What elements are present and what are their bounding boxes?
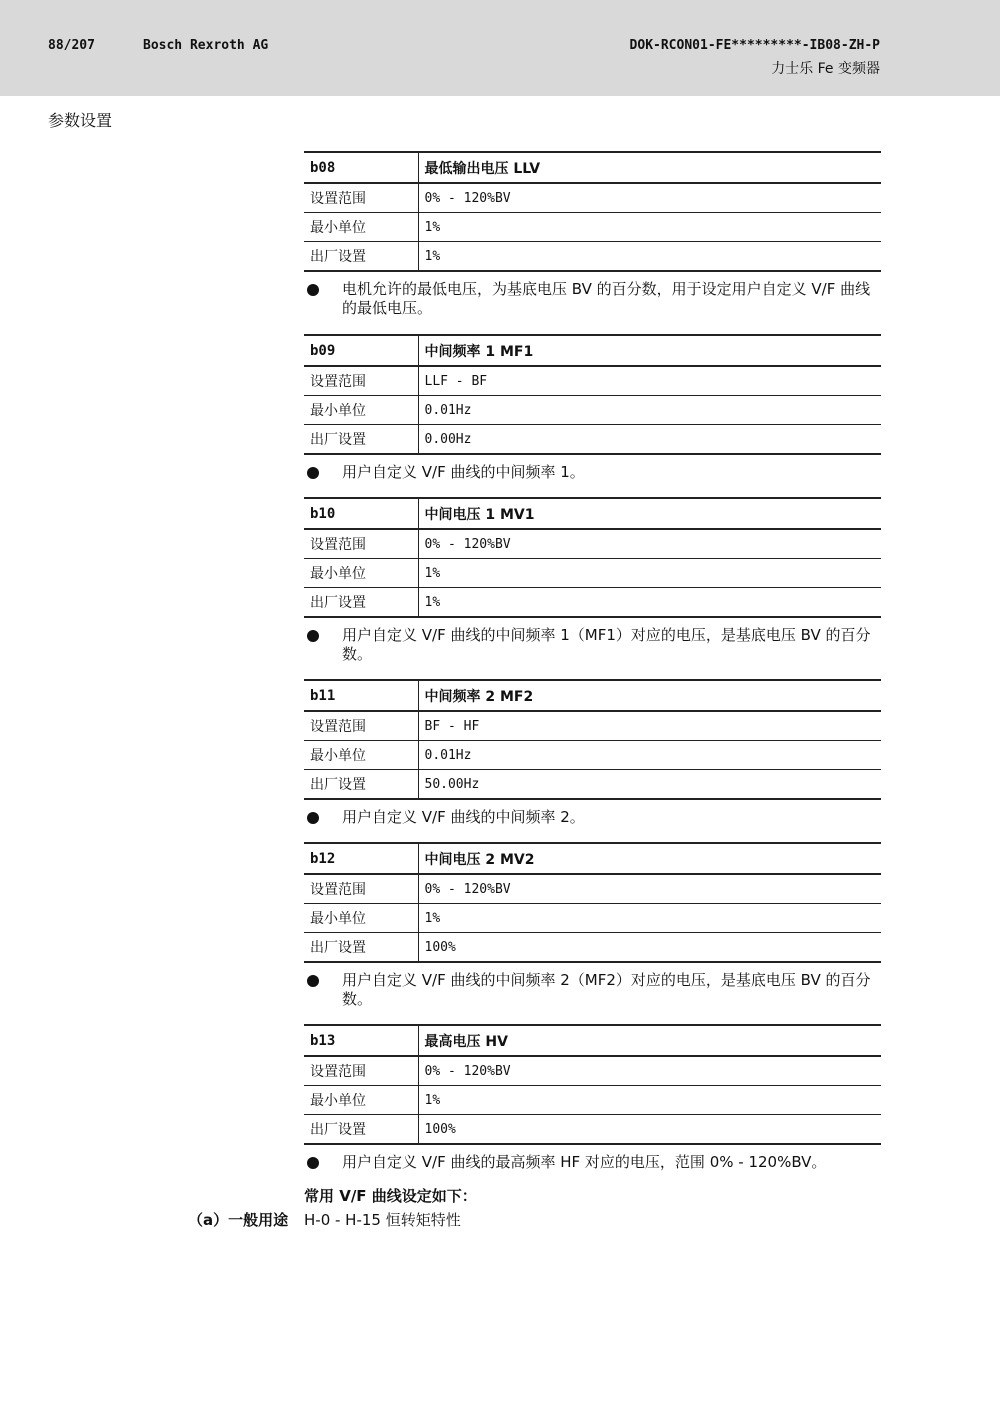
row-label: 最小单位: [304, 559, 418, 588]
param-note: [304, 626, 881, 664]
param-note: [304, 971, 881, 1009]
param-table: [304, 842, 881, 963]
row-value: 0% - 120%BV: [418, 529, 881, 559]
param-name: 中间电压 1 MV1: [418, 498, 881, 529]
row-value: 50.00Hz: [418, 770, 881, 800]
param-code: b13: [304, 1025, 418, 1056]
document-id: DOK-RCON01-FE*********-IB08-ZH-P: [629, 38, 880, 53]
param-note: [304, 463, 881, 482]
row-label: 出厂设置: [304, 770, 418, 800]
param-block-b11: [304, 679, 881, 827]
table-row: [304, 559, 881, 588]
table-row: [304, 425, 881, 455]
note-text: 用户自定义 V/F 曲线的中间频率 2（MF2）对应的电压，是基底电压 BV 的百分数。: [342, 971, 871, 1008]
table-row: [304, 1056, 881, 1086]
row-value: 0% - 120%BV: [418, 874, 881, 904]
row-label: 设置范围: [304, 183, 418, 213]
row-label: 设置范围: [304, 1056, 418, 1086]
row-label: 出厂设置: [304, 1115, 418, 1145]
param-name: 中间频率 1 MF1: [418, 335, 881, 366]
param-name: 中间频率 2 MF2: [418, 680, 881, 711]
note-text: 用户自定义 V/F 曲线的中间频率 1。: [342, 463, 585, 481]
param-table: [304, 1024, 881, 1145]
bullet-icon: [307, 975, 319, 987]
row-label: 出厂设置: [304, 588, 418, 618]
table-row: [304, 933, 881, 963]
param-table: [304, 679, 881, 800]
param-table: [304, 151, 881, 272]
row-value: 0% - 120%BV: [418, 1056, 881, 1086]
row-value: 0.00Hz: [418, 425, 881, 455]
param-header-row: [304, 1025, 881, 1056]
row-label: 最小单位: [304, 396, 418, 425]
row-label: 出厂设置: [304, 425, 418, 455]
param-code: b09: [304, 335, 418, 366]
company-name: Bosch Rexroth AG: [143, 38, 269, 53]
row-value: 1%: [418, 242, 881, 272]
page-header: [0, 0, 1000, 96]
bullet-icon: [307, 1157, 319, 1169]
row-value: 100%: [418, 1115, 881, 1145]
row-label: 最小单位: [304, 1086, 418, 1115]
row-label: 设置范围: [304, 366, 418, 396]
row-label: 最小单位: [304, 741, 418, 770]
usage-text: H-0 - H-15 恒转矩特性: [304, 1211, 461, 1229]
table-row: [304, 711, 881, 741]
param-header-row: [304, 843, 881, 874]
page-number: 88/207: [48, 38, 95, 53]
row-value: 1%: [418, 1086, 881, 1115]
row-label: 出厂设置: [304, 933, 418, 963]
param-header-row: [304, 335, 881, 366]
table-row: [304, 242, 881, 272]
param-code: b10: [304, 498, 418, 529]
common-vf-title: 常用 V/F 曲线设定如下：: [304, 1187, 477, 1205]
param-table: [304, 334, 881, 455]
param-note: [304, 1153, 881, 1172]
bullet-icon: [307, 630, 319, 642]
param-block-b09: [304, 334, 881, 482]
table-row: [304, 213, 881, 242]
row-value: 1%: [418, 588, 881, 618]
param-block-b13: [304, 1024, 881, 1172]
param-table: [304, 497, 881, 618]
param-block-b10: [304, 497, 881, 664]
row-value: 1%: [418, 559, 881, 588]
param-name: 最高电压 HV: [418, 1025, 881, 1056]
param-header-row: [304, 498, 881, 529]
row-label: 最小单位: [304, 904, 418, 933]
param-block-b08: [304, 151, 881, 318]
note-text: 用户自定义 V/F 曲线的中间频率 1（MF1）对应的电压，是基底电压 BV 的百分数。: [342, 626, 871, 663]
row-label: 设置范围: [304, 529, 418, 559]
section-title: 参数设置: [48, 111, 113, 130]
table-row: [304, 1086, 881, 1115]
param-code: b11: [304, 680, 418, 711]
table-row: [304, 770, 881, 800]
usage-label: （a）一般用途: [188, 1211, 289, 1229]
table-row: [304, 741, 881, 770]
row-value: 100%: [418, 933, 881, 963]
table-row: [304, 1115, 881, 1145]
note-text: 电机允许的最低电压，为基底电压 BV 的百分数，用于设定用户自定义 V/F 曲线的最低电压。: [342, 280, 871, 317]
row-value: 0.01Hz: [418, 741, 881, 770]
bullet-icon: [307, 812, 319, 824]
row-label: 设置范围: [304, 711, 418, 741]
param-header-row: [304, 680, 881, 711]
note-text: 用户自定义 V/F 曲线的中间频率 2。: [342, 808, 585, 826]
param-block-b12: [304, 842, 881, 1009]
bullet-icon: [307, 467, 319, 479]
param-code: b08: [304, 152, 418, 183]
note-text: 用户自定义 V/F 曲线的最高频率 HF 对应的电压，范围 0% - 120%BV。: [342, 1153, 827, 1171]
table-row: [304, 588, 881, 618]
row-value: LLF - BF: [418, 366, 881, 396]
table-row: [304, 904, 881, 933]
row-label: 最小单位: [304, 213, 418, 242]
param-name: 最低输出电压 LLV: [418, 152, 881, 183]
param-note: [304, 808, 881, 827]
row-value: BF - HF: [418, 711, 881, 741]
bullet-icon: [307, 284, 319, 296]
row-value: 1%: [418, 904, 881, 933]
row-value: 0% - 120%BV: [418, 183, 881, 213]
table-row: [304, 183, 881, 213]
table-row: [304, 529, 881, 559]
param-name: 中间电压 2 MV2: [418, 843, 881, 874]
row-label: 设置范围: [304, 874, 418, 904]
product-subtitle: 力士乐 Fe 变频器: [771, 61, 880, 77]
table-row: [304, 366, 881, 396]
param-header-row: [304, 152, 881, 183]
table-row: [304, 874, 881, 904]
param-code: b12: [304, 843, 418, 874]
row-label: 出厂设置: [304, 242, 418, 272]
table-row: [304, 396, 881, 425]
row-value: 0.01Hz: [418, 396, 881, 425]
param-note: [304, 280, 881, 318]
row-value: 1%: [418, 213, 881, 242]
